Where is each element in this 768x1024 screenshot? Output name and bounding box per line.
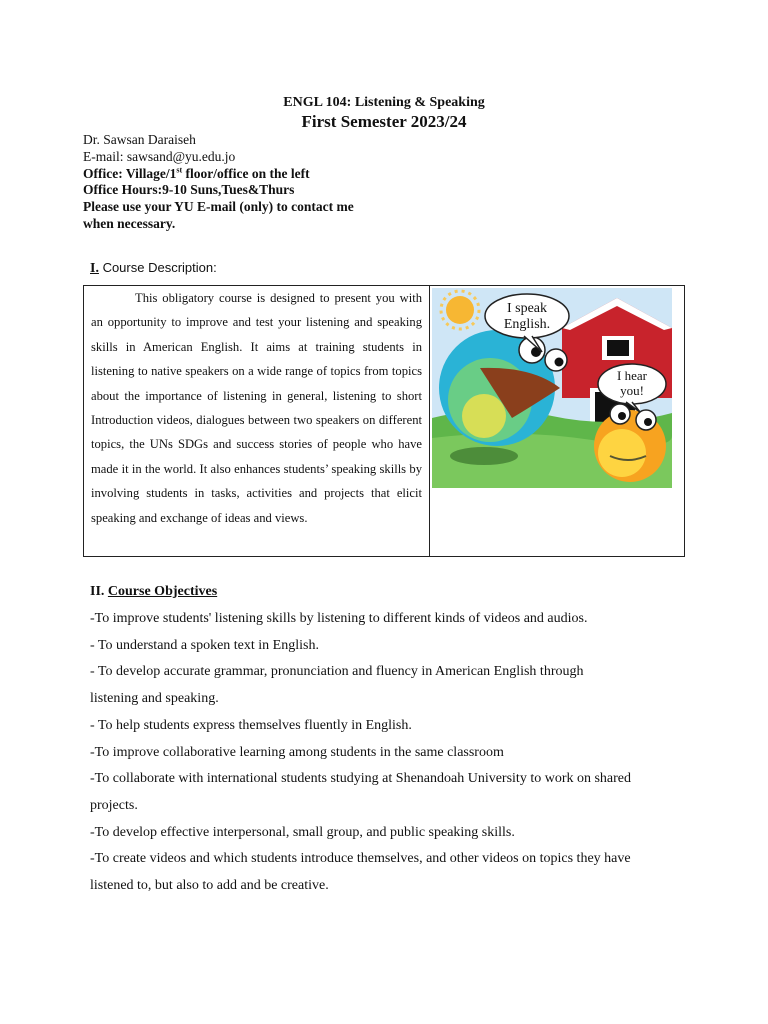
section1-number: I. xyxy=(90,261,99,276)
objective-line: -To improve collaborative learning among students in the same classroom xyxy=(90,744,504,760)
objective-line: -To improve students' listening skills by listening to different kinds of videos and audios. xyxy=(90,611,588,626)
speaking-illustration xyxy=(432,288,672,488)
section1-heading xyxy=(90,260,217,277)
course-title: ENGL 104: Listening & Speaking xyxy=(283,95,485,110)
bubble-speak-line2: English. xyxy=(503,317,551,332)
objective-line: - To help students express themselves fluently in English. xyxy=(90,717,412,733)
objective-line: - To understand a spoken text in English. xyxy=(90,637,319,653)
instructor-info xyxy=(83,132,354,233)
instructor-name: Dr. Sawsan Daraiseh xyxy=(83,132,196,147)
table-divider xyxy=(429,286,430,556)
contact-note-line1: Please use your YU E-mail (only) to contact me xyxy=(83,199,354,215)
contact-note-line2: when necessary. xyxy=(83,215,176,231)
bubble-hear-line2: you! xyxy=(620,383,644,398)
section2-title: Course Objectives xyxy=(107,584,218,599)
objective-line: listening and speaking. xyxy=(90,691,219,707)
office-location xyxy=(83,166,354,183)
section2-number: II. xyxy=(90,584,105,599)
objective-line: -To collaborate with international students studying at Shenandoah University to work on shared xyxy=(90,771,632,787)
course-description-text: This obligatory course is designed to present you with an opportunity to improve and test your listening and speaking skills in American English. It aims at training students in listening to native speakers on a wide range of topics from topics about the importance of listening in general, listening to short Introduction videos, dialogues between two speakers on different topics, the UNs SDGs and success stories of people who have made it in the world. It also enhances students’ speaking skills by involving students in tasks, activities and projects that elicit speaking and exchange of ideas and views. xyxy=(91,291,422,525)
semester-title: First Semester 2023/24 xyxy=(301,112,467,131)
objectives-list xyxy=(90,606,690,900)
office-prefix: Office: Village/1 xyxy=(83,165,177,181)
office-hours: Office Hours:9-10 Suns,Tues&Thurs xyxy=(83,182,295,198)
instructor-email: E-mail: sawsand@yu.edu.jo xyxy=(83,148,236,164)
office-sup: st xyxy=(176,165,183,175)
objective-line: -To develop effective interpersonal, small group, and public speaking skills. xyxy=(90,824,515,840)
objective-line: - To develop accurate grammar, pronunciation and fluency in American English through xyxy=(90,664,584,680)
objective-line: listened to, but also to add and be creative. xyxy=(90,878,329,894)
office-suffix: floor/office on the left xyxy=(182,165,310,181)
section2-heading xyxy=(90,584,217,600)
bubble-speak-line1: I speak xyxy=(506,301,548,316)
course-description-table xyxy=(83,285,685,557)
objective-line: projects. xyxy=(90,797,138,813)
objective-line: -To create videos and which students introduce themselves, and other videos on topics they have xyxy=(90,851,631,867)
section1-title: Course Description: xyxy=(98,260,217,275)
bubble-hear-line1: I hear xyxy=(617,368,647,383)
course-description-cell xyxy=(91,286,422,530)
